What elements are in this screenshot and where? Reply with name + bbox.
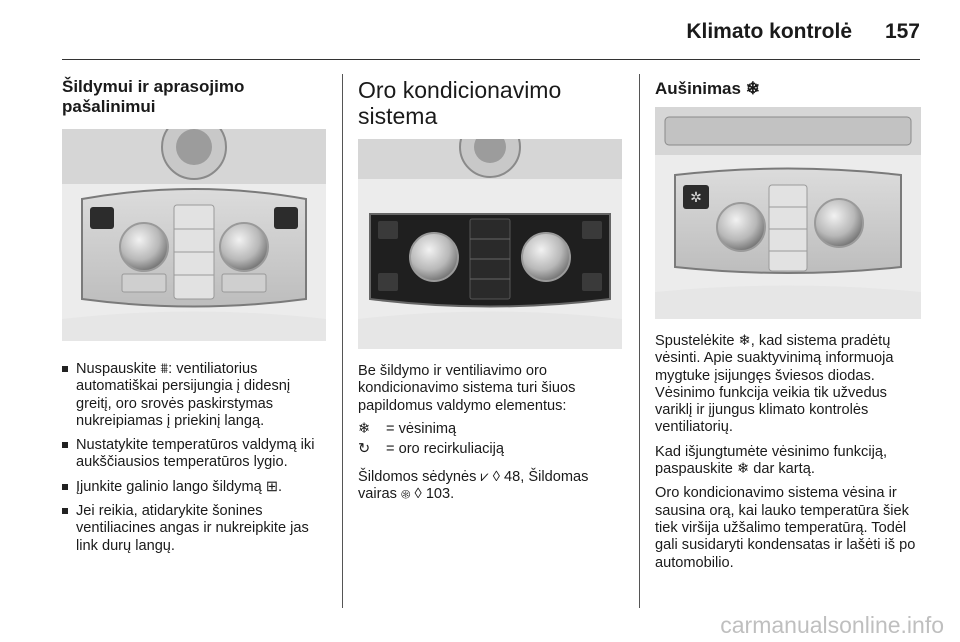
column-divider [342,74,343,608]
column-cooling [655,60,921,579]
column-air-conditioning [358,60,622,503]
snowflake-icon: ❄ [358,420,371,437]
page-header [0,0,960,60]
column-heating-defog [62,60,326,562]
legend-row [358,419,504,439]
watermark: carmanualsonline.info [720,612,944,638]
legend-text: = oro recirkuliaciją [386,440,505,457]
recirculation-icon: ↻ [358,440,371,457]
paragraph: Oro kondicionavimo sistema vėsina ir sausina orą, kai lauko temperatūra šiek tiek viršija užšalimo temperatūrą. Todėl gali susidaryti kondensatas ir lašėti iš po automobilio. [655,485,916,571]
svg-text:✲: ✲ [690,190,702,206]
intro-paragraph: Be šildymo ir ventiliavimo oro kondicionavimo sistema turi šiuos papildomus valdymo elementus: [358,363,576,414]
legend-text: = vėsinimą [386,420,457,437]
cross-reference-note: Šildomos sėdynės ⩗ ◊ 48, Šildomas vairas ⊛ ◊ 103. [358,468,589,503]
climate-panel-photo [62,129,326,341]
control-legend [358,419,504,459]
legend-row [358,439,504,459]
list-item: Nustatykite temperatūros valdymą iki aukščiausios temperatūros lygio. [62,437,326,472]
section-heading: Oro kondicionavimo sistema [358,77,562,129]
cooling-panel-photo [655,107,921,319]
paragraph: Spustelėkite ❄, kad sistema pradėtų vėsinti. Apie suaktyvinimą informuoja mygtuke įsijungęs šviesos diodas. Vėsinimo funkcija veikia tik užvedus variklį ir įjungus klimato kontrolės ventiliatorių. [655,333,894,436]
cooling-text [655,333,921,572]
page-number: 157 [884,20,920,43]
page-title: Klimato kontrolė [686,20,852,43]
section-heading: Šildymui ir aprasojimo pašalinimui [62,77,245,116]
paragraph: Kad išjungtumėte vėsinimo funkciją, paspauskite ❄ dar kartą. [655,443,887,478]
section-heading: Aušinimas ❄ [655,79,760,98]
ac-panel-photo [358,139,622,349]
instruction-list [62,361,326,555]
list-item: Nuspauskite ⩩: ventiliatorius automatiškai persijungia į didesnį greitį, oro srovės paskirstymas nukreipiamas į priekinį langą. [62,361,326,430]
column-divider [639,74,640,608]
list-item: Įjunkite galinio lango šildymą ⊞. [62,479,326,496]
list-item: Jei reikia, atidarykite šonines ventiliacines angas ir nukreipkite jas link durų langų. [62,503,326,555]
